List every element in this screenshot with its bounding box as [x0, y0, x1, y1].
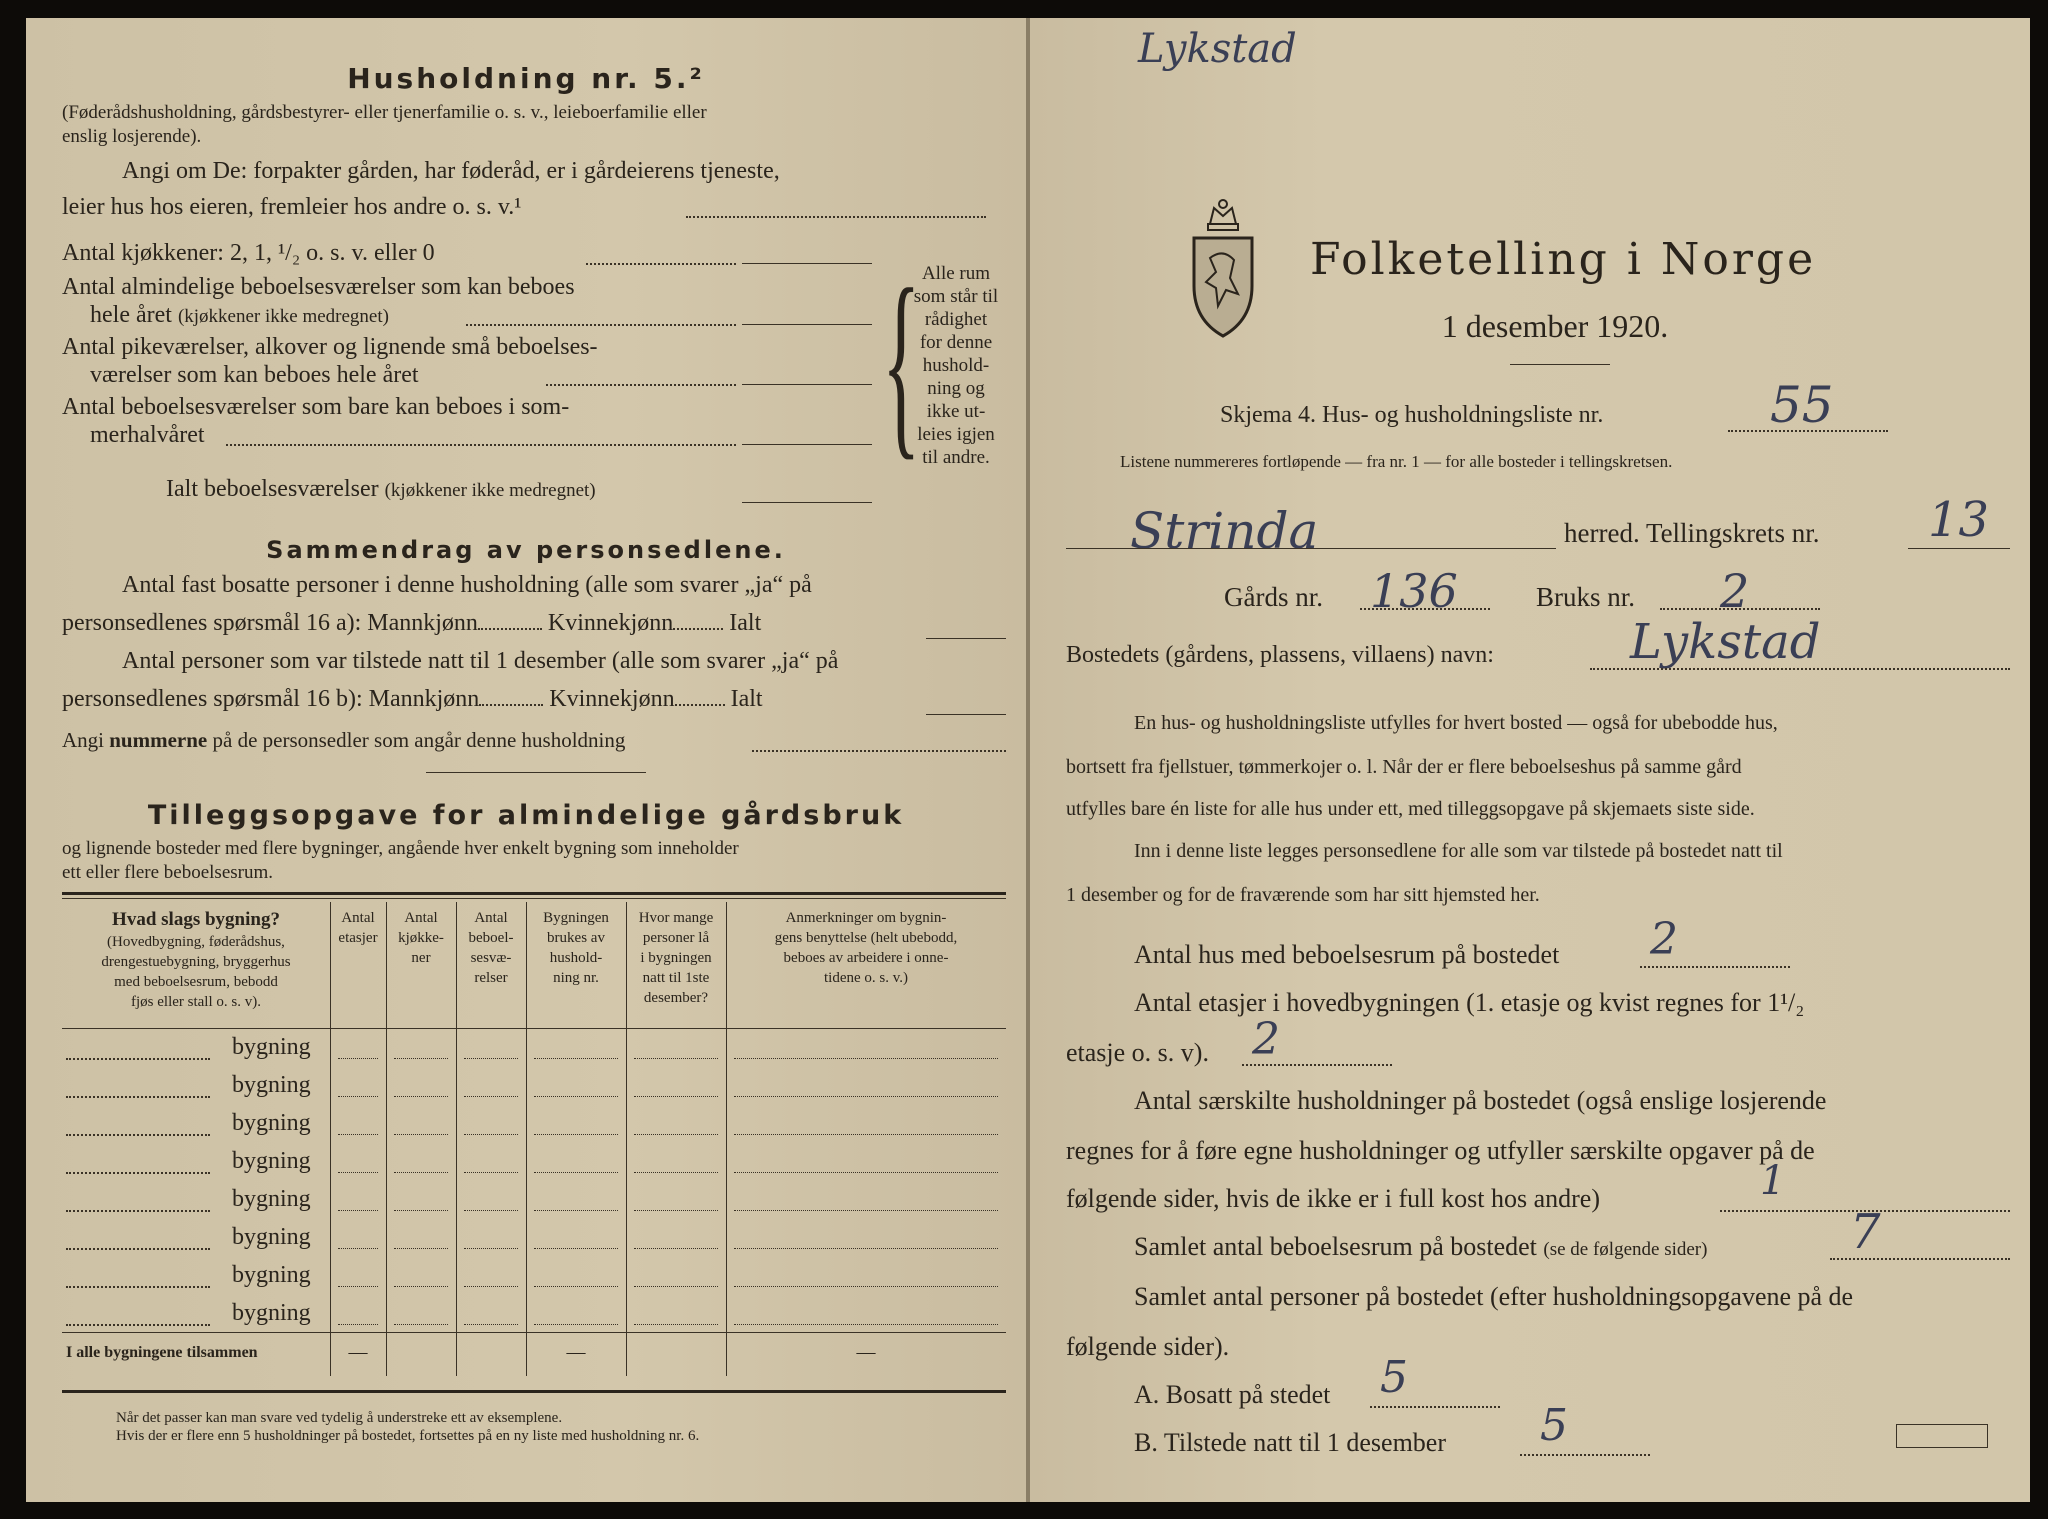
- table-header-text: ner: [411, 950, 431, 966]
- resident-line-1: Antal fast bosatte personer i denne husholdning (alle som svarer „ja“ på: [122, 572, 812, 598]
- resident-line-2: [62, 610, 761, 637]
- houses-dots: [1640, 966, 1790, 968]
- handwritten-place: Lykstad: [1138, 26, 1297, 72]
- instruction-3: utfylles bare én liste for alle hus under ett, med tilleggsopgave på skjemaets siste side.: [1066, 798, 1755, 820]
- numbering-note: Listene nummereres fortløpende — fra nr. 1 — for alle bosteder i tellingskretsen.: [1120, 452, 1673, 471]
- table-header-text: beboel-: [468, 930, 514, 946]
- row-cell-dots: [734, 1172, 998, 1173]
- resident-total-label: Ialt: [729, 610, 762, 636]
- row-cell-dots: [734, 1248, 998, 1249]
- row-cell-dots: [394, 1096, 448, 1097]
- present-label: B. Tilstede natt til 1 desember: [1134, 1428, 1446, 1457]
- resident-female-label: Kvinnekjønn: [547, 610, 674, 636]
- row-cell-dots: [338, 1210, 378, 1211]
- numbers-line: [62, 728, 625, 753]
- row-cell-dots: [464, 1096, 518, 1097]
- side-note-line: ning og: [927, 378, 985, 399]
- row-cell-dots: [734, 1134, 998, 1135]
- brace: {: [882, 249, 921, 479]
- row-cell-dots: [394, 1324, 448, 1325]
- row-dots: [66, 1058, 210, 1060]
- total-rooms-note: (kjøkkener ikke medregnet): [384, 480, 596, 501]
- form-number-label: Skjema 4. Hus- og husholdningsliste nr.: [1220, 402, 1604, 428]
- row-dots: [66, 1210, 210, 1212]
- question-2: leier hus hos eieren, fremleier hos andre o. s. v.¹: [62, 194, 522, 220]
- row-cell-dots: [464, 1172, 518, 1173]
- row-cell-dots: [338, 1324, 378, 1325]
- summer-rooms-line-1: Antal beboelsesværelser som bare kan beboes i som-: [62, 394, 570, 420]
- houses-value: 2: [1650, 914, 1678, 965]
- instruction-1: En hus- og husholdningsliste utfylles for hvert bosted — også for ubebodde hus,: [1134, 712, 1778, 734]
- table-header-text: Antal: [474, 910, 508, 926]
- present-male-label: personsedlenes spørsmål 16 b): Mannkjønn: [62, 686, 480, 712]
- district-value: 13: [1928, 492, 1990, 548]
- table-header-text: Antal: [404, 910, 438, 926]
- row-cell-dots: [464, 1286, 518, 1287]
- side-note-line: leies igjen: [917, 424, 995, 445]
- row-cell-dots: [534, 1134, 618, 1135]
- row-cell-dots: [634, 1058, 718, 1059]
- rooms-total-label: [1134, 1232, 1707, 1262]
- row-cell-dots: [338, 1172, 378, 1173]
- total-rooms-label: [166, 476, 596, 503]
- households-line-2: regnes for å føre egne husholdninger og utfyller særskilte opgaver på de: [1066, 1136, 1815, 1165]
- table-header-text: med beboelsesrum, bebodd: [114, 974, 278, 990]
- building-row-label: bygning: [232, 1186, 311, 1212]
- row-cell-dots: [338, 1058, 378, 1059]
- present-value: 5: [1540, 1400, 1568, 1451]
- summary-title: Sammendrag av personsedlene.: [266, 536, 786, 564]
- row-dots: [66, 1324, 210, 1326]
- total-row-label: I alle bygningene tilsammen: [66, 1344, 258, 1361]
- row-cell-dots: [394, 1286, 448, 1287]
- side-note-line: Alle rum: [921, 263, 991, 284]
- floors-line-2: etasje o. s. v).: [1066, 1038, 1209, 1067]
- row-cell-dots: [464, 1324, 518, 1325]
- table-header-cell: [386, 908, 456, 968]
- printer-stamp: [1896, 1424, 1988, 1448]
- numbers-dots: [752, 750, 1006, 752]
- row-cell-dots: [534, 1172, 618, 1173]
- side-note-line: som står til: [913, 286, 999, 307]
- table-header-text: etasjer: [338, 930, 378, 946]
- form-number-value: 55: [1770, 376, 1834, 434]
- rooms-answer-line: [742, 324, 872, 325]
- row-cell-dots: [634, 1172, 718, 1173]
- numbers-bold: nummerne: [109, 728, 208, 752]
- persons-line-2: følgende sider).: [1066, 1332, 1230, 1361]
- resident-male-label: personsedlenes spørsmål 16 a): Mannkjønn: [62, 610, 478, 636]
- row-cell-dots: [464, 1210, 518, 1211]
- table-header-text: Hvad slags bygning?: [112, 909, 280, 930]
- row-dots: [66, 1096, 210, 1098]
- row-cell-dots: [634, 1134, 718, 1135]
- building-row-label: bygning: [232, 1224, 311, 1250]
- table-header-text: relser: [474, 970, 508, 986]
- farm-number-value: 136: [1370, 564, 1458, 618]
- numbers-suffix: på de personsedler som angår denne husholdning: [207, 728, 626, 752]
- side-note-line: ikke ut-: [926, 401, 986, 422]
- row-cell-dots: [734, 1058, 998, 1059]
- present-line-1: Antal personer som var tilstede natt til 1 desember (alle som svarer „ja“ på: [122, 648, 839, 674]
- row-cell-dots: [338, 1134, 378, 1135]
- census-date: 1 desember 1920.: [1441, 308, 1669, 344]
- row-dots: [66, 1172, 210, 1174]
- floors-value: 2: [1252, 1014, 1280, 1065]
- row-cell-dots: [394, 1248, 448, 1249]
- table-header-cell: [726, 908, 1006, 988]
- table-header-text: Hvor mange: [638, 910, 714, 926]
- table-total-rule: [62, 1332, 1006, 1333]
- side-note-line: hushold-: [922, 355, 990, 376]
- small-rooms-line-1: Antal pikeværelser, alkover og lignende små beboelses-: [62, 334, 598, 360]
- table-header-text: ning nr.: [553, 970, 599, 986]
- table-header-rule: [62, 1028, 1006, 1029]
- small-rooms-dots: [546, 384, 736, 386]
- question-1: Angi om De: forpakter gården, har føderåd, er i gårdeierens tjeneste,: [122, 158, 780, 184]
- row-cell-dots: [734, 1096, 998, 1097]
- row-cell-dots: [634, 1096, 718, 1097]
- resident-value: 5: [1380, 1352, 1408, 1403]
- table-header-text: i bygningen: [640, 950, 712, 966]
- row-cell-dots: [634, 1324, 718, 1325]
- rooms-line-1: Antal almindelige beboelsesværelser som kan beboes: [62, 274, 575, 300]
- row-cell-dots: [534, 1324, 618, 1325]
- date-underline: [1510, 364, 1610, 365]
- households-line-1: Antal særskilte husholdninger på bostedet (også enslige losjerende: [1134, 1086, 1827, 1115]
- small-rooms-answer-line: [742, 384, 872, 385]
- summer-rooms-line-2: merhalvåret: [90, 422, 205, 448]
- intro-line-2: enslig losjerende).: [62, 126, 202, 147]
- table-header-text: Anmerkninger om bygnin-: [785, 910, 947, 926]
- table-header-text: fjøs eller stall o. s. v).: [131, 994, 261, 1010]
- row-cell-dots: [534, 1096, 618, 1097]
- form-number-dots: [1728, 430, 1888, 432]
- row-cell-dots: [394, 1210, 448, 1211]
- rooms-total-note: (se de følgende sider): [1543, 1239, 1708, 1260]
- building-row-label: bygning: [232, 1262, 311, 1288]
- row-cell-dots: [338, 1286, 378, 1287]
- row-cell-dots: [394, 1058, 448, 1059]
- row-cell-dots: [464, 1058, 518, 1059]
- table-header-text: drengestuebygning, bryggerhus: [101, 954, 291, 970]
- building-row-label: bygning: [232, 1072, 311, 1098]
- row-cell-dots: [734, 1324, 998, 1325]
- intro-line-1: (Føderådshusholdning, gårdsbestyrer- eller tjenerfamilie o. s. v., leieboerfamilie eller: [62, 102, 707, 123]
- place-name-value: Lykstad: [1630, 614, 1821, 670]
- table-header-text: gens benyttelse (helt ubebodd,: [774, 930, 958, 946]
- household-title: Husholdning nr. 5.²: [347, 62, 705, 95]
- households-value: 1: [1760, 1158, 1786, 1204]
- place-name-dots: [1590, 668, 2010, 670]
- table-header-text: Antal: [341, 910, 375, 926]
- municipality-value: Strinda: [1130, 502, 1319, 560]
- farm-number-label: Gårds nr.: [1224, 582, 1323, 612]
- table-column-rule: [330, 902, 331, 1376]
- right-page: [1030, 18, 2030, 1502]
- kitchen-answer-line: [742, 263, 872, 264]
- side-note-line: for denne: [919, 332, 993, 353]
- present-total-line: [926, 714, 1006, 715]
- table-header-text: hushold-: [549, 950, 603, 966]
- table-header-cell: [626, 908, 726, 1008]
- row-dots: [66, 1134, 210, 1136]
- table-header-cell: [526, 908, 626, 988]
- table-header-text: brukes av: [547, 930, 605, 946]
- table-top-rule-2: [62, 898, 1006, 899]
- table-header-text: beboes av arbeidere i onne-: [783, 950, 949, 966]
- municipality-line: [1066, 548, 1556, 549]
- row-cell-dots: [534, 1286, 618, 1287]
- summer-rooms-answer-line: [742, 444, 872, 445]
- row-dots: [66, 1248, 210, 1250]
- summer-rooms-dots: [226, 444, 736, 446]
- houses-label: Antal hus med beboelsesrum på bostedet: [1134, 940, 1560, 969]
- rooms-note: (kjøkkener ikke medregnet): [177, 306, 389, 327]
- main-title: Folketelling i Norge: [1310, 234, 1817, 285]
- table-header-cell: [330, 908, 386, 948]
- table-header-text: sesvæ-: [470, 950, 512, 966]
- place-name-label: Bostedets (gårdens, plassens, villaens) navn:: [1066, 642, 1494, 668]
- table-header-text: natt til 1ste: [642, 970, 710, 986]
- municipality-label: herred. Tellingskrets nr.: [1564, 518, 1820, 548]
- building-row-label: bygning: [232, 1300, 311, 1326]
- present-line-2: [62, 686, 763, 713]
- table-header-text: personer lå: [642, 930, 710, 946]
- small-rooms-line-2: værelser som kan beboes hele året: [90, 362, 419, 388]
- table-header-text: tidene o. s. v.): [823, 970, 908, 986]
- row-cell-dots: [734, 1210, 998, 1211]
- row-cell-dots: [634, 1210, 718, 1211]
- rooms-total-dots: [1830, 1258, 2010, 1260]
- instruction-2: bortsett fra fjellstuer, tømmerkojer o. l. Når der er flere beboelseshus på samme gård: [1066, 756, 1742, 778]
- building-row-label: bygning: [232, 1148, 311, 1174]
- side-note-line: rådighet: [924, 309, 988, 330]
- rooms-total-value: 7: [1850, 1204, 1881, 1260]
- row-cell-dots: [734, 1286, 998, 1287]
- total-dash: —: [566, 1342, 586, 1363]
- use-number-dots: [1660, 608, 1820, 610]
- side-note: [896, 262, 1016, 469]
- district-line: [1908, 548, 2010, 549]
- rooms-year-text: hele året: [90, 302, 172, 328]
- row-cell-dots: [464, 1248, 518, 1249]
- divider: [426, 772, 646, 773]
- kitchen-dots: [586, 263, 736, 265]
- use-number-value: 2: [1720, 564, 1750, 618]
- row-cell-dots: [534, 1058, 618, 1059]
- table-header-text: Bygningen: [543, 910, 609, 926]
- persons-line-1: Samlet antal personer på bostedet (efter husholdningsopgavene på de: [1134, 1282, 1854, 1311]
- table-header-text: kjøkke-: [398, 930, 444, 946]
- rooms-line-2: [90, 302, 389, 329]
- total-dash: —: [348, 1342, 368, 1363]
- building-row-label: bygning: [232, 1034, 311, 1060]
- table-header-cell: [62, 908, 330, 1012]
- building-row-label: bygning: [232, 1110, 311, 1136]
- table-top-rule: [62, 892, 1006, 895]
- row-cell-dots: [338, 1248, 378, 1249]
- footnote-2: Hvis der er flere enn 5 husholdninger på bostedet, fortsettes på en ny liste med husholdning nr. 6.: [116, 1428, 700, 1444]
- kitchen-count: Antal kjøkkener: 2, 1, ¹/₂ o. s. v. eller 0: [62, 240, 435, 266]
- coat-of-arms-icon: [1188, 194, 1258, 342]
- present-female-label: Kvinnekjønn: [549, 686, 675, 712]
- resident-total-line: [926, 638, 1006, 639]
- row-cell-dots: [634, 1248, 718, 1249]
- numbers-prefix: Angi: [62, 728, 110, 752]
- row-cell-dots: [534, 1248, 618, 1249]
- row-cell-dots: [464, 1134, 518, 1135]
- use-number-label: Bruks nr.: [1536, 582, 1636, 612]
- row-cell-dots: [634, 1286, 718, 1287]
- supplement-title: Tilleggsopgave for almindelige gårdsbruk: [147, 800, 905, 831]
- row-cell-dots: [394, 1172, 448, 1173]
- supplement-line-2: ett eller flere beboelsesrum.: [62, 862, 274, 883]
- resident-label: A. Bosatt på stedet: [1134, 1380, 1331, 1409]
- floors-dots: [1242, 1064, 1392, 1066]
- side-note-line: til andre.: [922, 447, 990, 468]
- table-header-cell: [456, 908, 526, 988]
- total-rooms-text: Ialt beboelsesværelser: [166, 476, 379, 502]
- row-dots: [66, 1286, 210, 1288]
- left-page: [26, 18, 1026, 1502]
- supplement-line-1: og lignende bosteder med flere bygninger, angående hver enkelt bygning som inneholder: [62, 838, 739, 859]
- row-cell-dots: [394, 1134, 448, 1135]
- rooms-total-text: Samlet antal beboelsesrum på bostedet: [1134, 1232, 1537, 1261]
- table-header-text: desember?: [643, 990, 709, 1006]
- row-cell-dots: [534, 1210, 618, 1211]
- instruction-4: Inn i denne liste legges personsedlene for alle som var tilstede på bostedet natt til: [1134, 840, 1783, 862]
- table-column-rule: [386, 902, 387, 1376]
- farm-number-dots: [1360, 608, 1490, 610]
- answer-line: [686, 216, 986, 218]
- present-dots: [1520, 1454, 1650, 1456]
- present-total-label: Ialt: [730, 686, 763, 712]
- footnote-1: Når det passer kan man svare ved tydelig å understreke ett av eksemplene.: [116, 1410, 563, 1426]
- floors-line-1: Antal etasjer i hovedbygningen (1. etasje og kvist regnes for 1¹/₂: [1134, 988, 1805, 1017]
- rooms-dots: [466, 324, 736, 326]
- row-cell-dots: [338, 1096, 378, 1097]
- households-line-3: følgende sider, hvis de ikke er i full kost hos andre): [1066, 1184, 1600, 1213]
- total-dash: —: [856, 1342, 876, 1363]
- table-bottom-rule: [62, 1390, 1006, 1393]
- total-rooms-answer-line: [742, 502, 872, 503]
- resident-dots: [1370, 1406, 1500, 1408]
- table-header-text: (Hovedbygning, føderådshus,: [107, 934, 285, 950]
- instruction-5: 1 desember og for de fraværende som har sitt hjemsted her.: [1066, 884, 1540, 906]
